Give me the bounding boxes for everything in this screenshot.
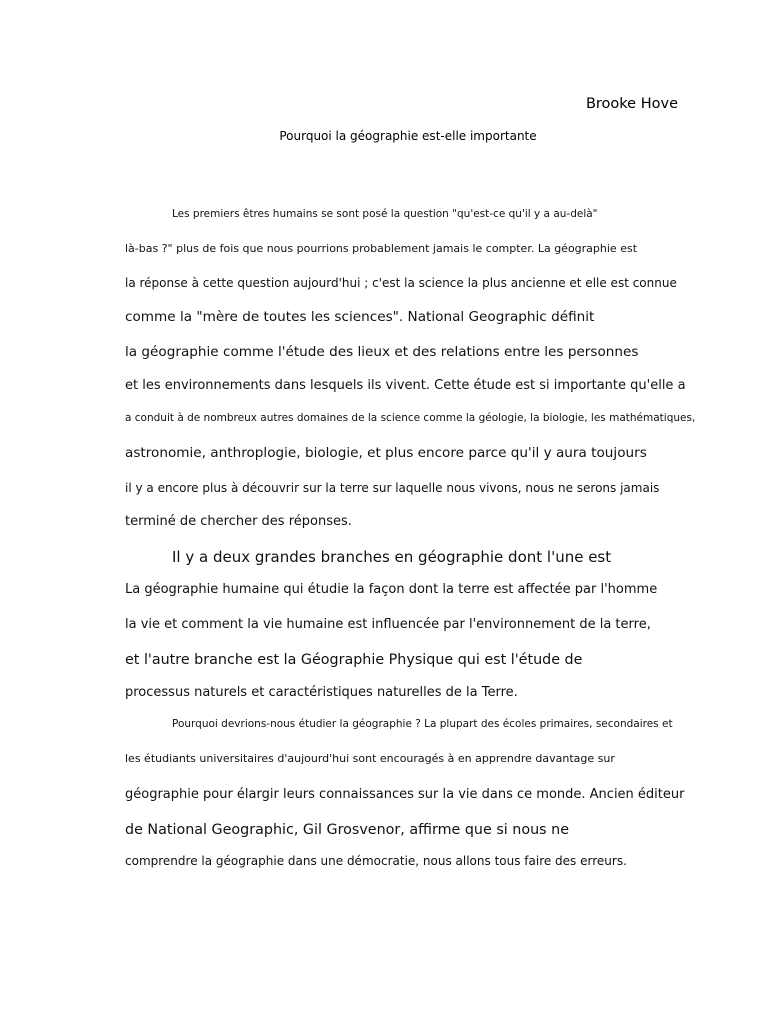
paragraph-line: la vie et comment la vie humaine est influencée par l'environnement de la terre, bbox=[125, 617, 651, 632]
paragraph-line: et l'autre branche est la Géographie Physique qui est l'étude de bbox=[125, 652, 583, 668]
author-name: Brooke Hove bbox=[585, 96, 678, 112]
paragraph-line: Pourquoi devrions-nous étudier la géographie ? La plupart des écoles primaires, secondaires et bbox=[172, 718, 673, 730]
paragraph-line: la géographie comme l'étude des lieux et des relations entre les personnes bbox=[125, 344, 639, 360]
paragraph-line: il y a encore plus à découvrir sur la terre sur laquelle nous vivons, nous ne serons jamais bbox=[125, 481, 660, 495]
paragraph-line: processus naturels et caractéristiques naturelles de la Terre. bbox=[125, 685, 518, 700]
paragraph-line: La géographie humaine qui étudie la façon dont la terre est affectée par l'homme bbox=[125, 582, 658, 597]
paragraph-line: Il y a deux grandes branches en géographie dont l'une est bbox=[172, 548, 612, 566]
paragraph-line: les étudiants universitaires d'aujourd'hui sont encouragés à en apprendre davantage sur bbox=[125, 752, 615, 765]
paragraph-line: terminé de chercher des réponses. bbox=[125, 514, 352, 529]
essay-title: Pourquoi la géographie est-elle importante bbox=[279, 129, 537, 143]
paragraph-line: Les premiers êtres humains se sont posé la question "qu'est-ce qu'il y a au-delà" bbox=[172, 208, 598, 220]
paragraph-line: la réponse à cette question aujourd'hui ; c'est la science la plus ancienne et elle est connue bbox=[125, 276, 677, 290]
paragraph-line: comprendre la géographie dans une démocratie, nous allons tous faire des erreurs. bbox=[125, 854, 627, 868]
paragraph-line: là-bas ?" plus de fois que nous pourrions probablement jamais le compter. La géographie est bbox=[125, 242, 638, 255]
paragraph-line: géographie pour élargir leurs connaissances sur la vie dans ce monde. Ancien éditeur bbox=[125, 787, 685, 802]
paragraph-line: astronomie, anthroplogie, biologie, et plus encore parce qu'il y aura toujours bbox=[125, 445, 647, 461]
paragraph-line: comme la "mère de toutes les sciences". National Geographic définit bbox=[125, 309, 595, 325]
paragraph-line: a conduit à de nombreux autres domaines de la science comme la géologie, la biologie, les mathématiques, bbox=[125, 412, 696, 424]
paragraph-line: de National Geographic, Gil Grosvenor, affirme que si nous ne bbox=[125, 822, 570, 838]
paragraph-line: et les environnements dans lesquels ils vivent. Cette étude est si importante qu'elle a bbox=[125, 378, 686, 393]
